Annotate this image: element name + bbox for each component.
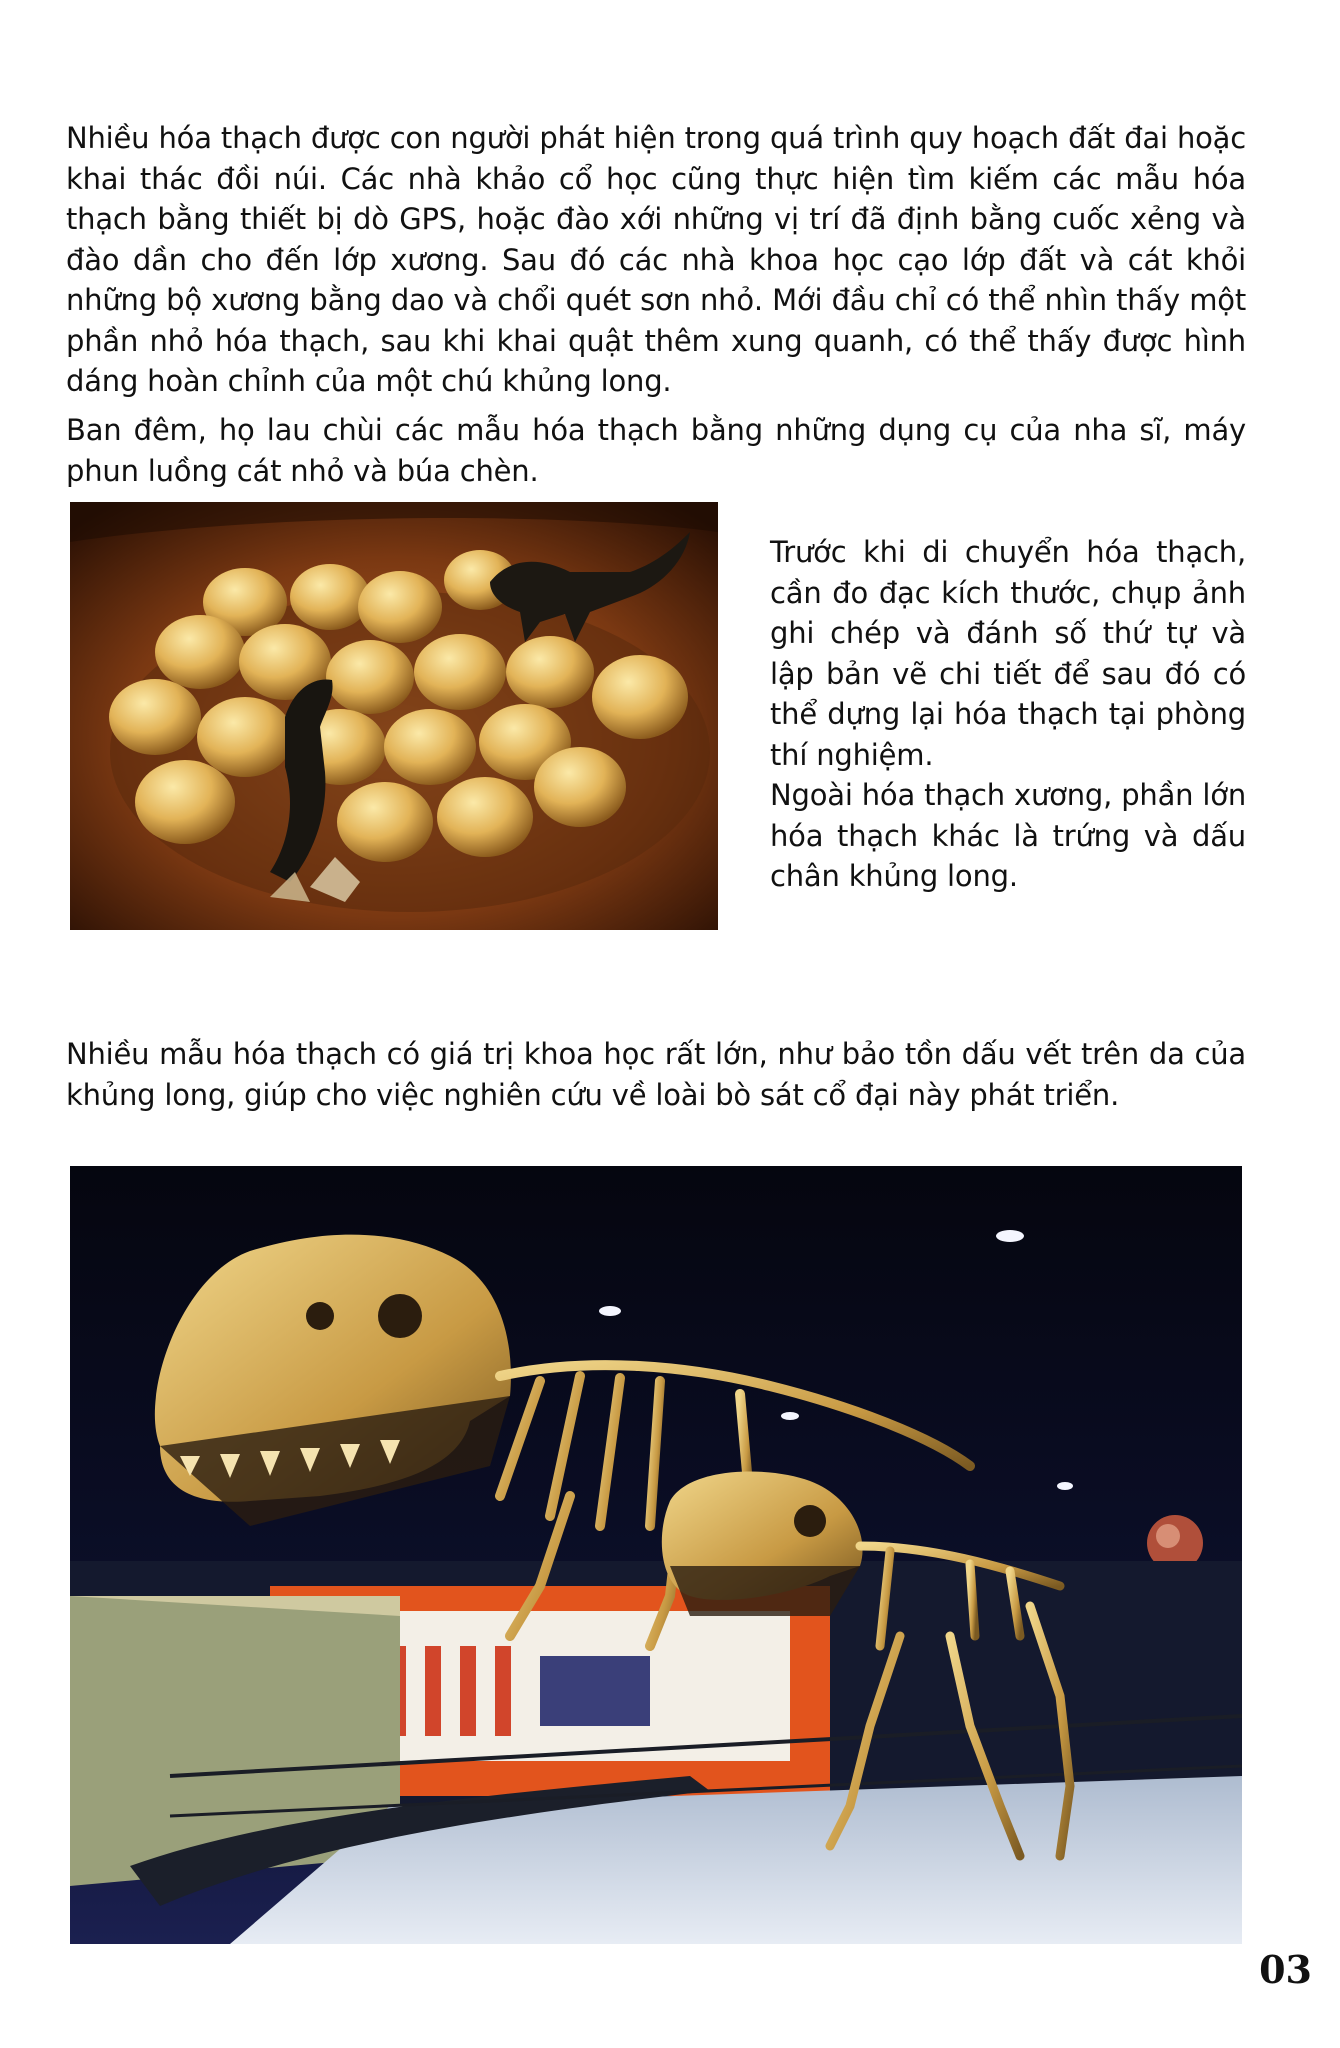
paragraph-other-fossils-text: Ngoài hóa thạch xương, phần lớn hóa thạch khác là trứng và dấu chân khủng long. <box>770 778 1246 893</box>
paragraph-scientific-value: Nhiều mẫu hóa thạch có giá trị khoa học rất lớn, như bảo tồn dấu vết trên da của khủng long, giúp cho việc nghiên cứu về loài bò sát cổ đại này phát triển. <box>66 1037 1246 1112</box>
paragraph-fossil-documentation-text: Trước khi di chuyển hóa thạch, cần đo đạc kích thước, chụp ảnh ghi chép và đánh số thứ tự và lập bản vẽ chi tiết để sau đó có thể dựng lại hóa thạch tại phòng thí nghiệm. <box>770 535 1246 772</box>
dinosaur-eggs-photo <box>70 502 718 930</box>
paragraph-night-cleaning: Ban đêm, họ lau chùi các mẫu hóa thạch bằng những dụng cụ của nha sĩ, máy phun luồng cát nhỏ và búa chèn. <box>66 413 1246 488</box>
paragraph-fossil-discovery: Nhiều hóa thạch được con người phát hiện trong quá trình quy hoạch đất đai hoặc khai thác đồi núi. Các nhà khảo cổ học cũng thực hiện tìm kiếm các mẫu hóa thạch bằng thiết bị dò GPS, hoặc đào xới những vị trí đã định bằng cuốc xẻng và đào dần cho đến lớp xương. Sau đó các nhà khoa học cạo lớp đất và cát khỏi những bộ xương bằng dao và chổi quét sơn nhỏ. Mới đầu chỉ có thể nhìn thấy một phần nhỏ hóa thạch, sau khi khai quật thêm xung quanh, có thể thấy được hình dáng hoàn chỉnh của một chú khủng long. <box>66 121 1246 398</box>
page-number: 03 <box>1259 1947 1312 1992</box>
paragraph-fossil-documentation <box>770 532 1246 897</box>
museum-dinosaur-skeleton-photo <box>70 1166 1242 1944</box>
